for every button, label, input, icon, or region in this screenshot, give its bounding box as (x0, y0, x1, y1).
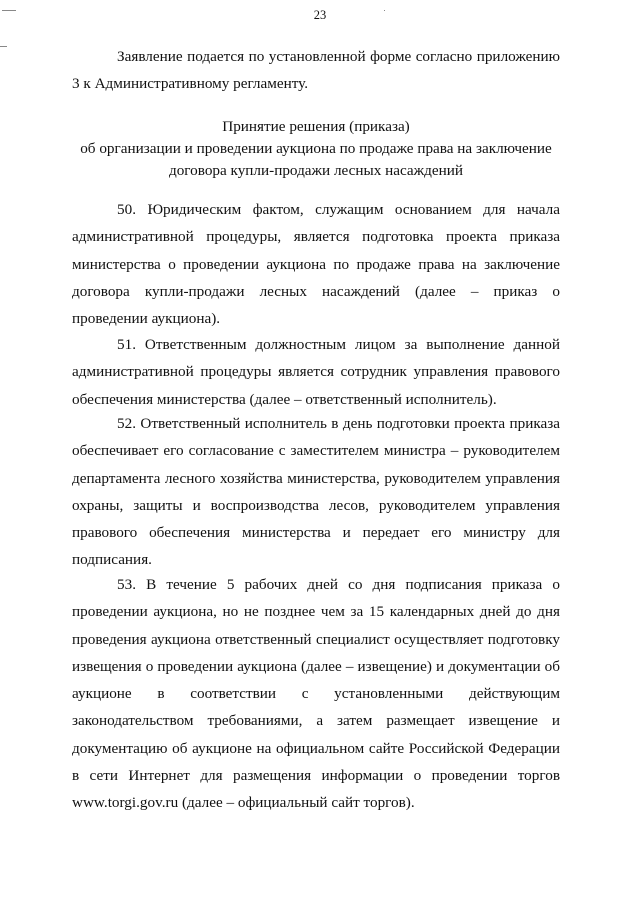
paragraph-52: 52. Ответственный исполнитель в день подготовки проекта приказа обеспечивает его согласование с заместителем министра – руководителем департамента лесного хозяйства министерства, руководителем управления охраны, защиты и воспроизводства лесов, руководителем управления правового обеспечения министерства и передает его министру для подписания. (72, 415, 560, 569)
heading-line-3: договора купли-продажи лесных насаждений (168, 162, 463, 179)
paragraph-50: 50. Юридическим фактом, служащим основанием для начала административной процедуры, является подготовка проекта приказа министерства о проведении аукциона по продаже права на заключение договора купли-продажи лесных насаждений (далее – приказ о проведении аукциона). (72, 201, 560, 328)
heading-line-1: Принятие решения (приказа) (222, 118, 410, 135)
paragraph-51: 51. Ответственным должностным лицом за выполнение данной административной процедуры является сотрудник управления правового обеспечения министерства (далее – ответственный исполнитель). (72, 336, 560, 408)
section-heading (72, 116, 560, 182)
intro-paragraph: Заявление подается по установленной форме согласно приложению 3 к Административному регламенту. (72, 48, 560, 93)
page-number: 23 (313, 8, 327, 22)
heading-line-2: об организации и проведении аукциона по продаже права на заключение (80, 140, 552, 157)
paragraph-53: 53. В течение 5 рабочих дней со дня подписания приказа о проведении аукциона, но не позднее чем за 15 календарных дней до дня проведения аукциона ответственный специалист осуществляет подготовку извещения о проведении аукциона (далее – извещение) и документации об аукционе в соответствии с установленными действующим законодательством требованиями, а затем размещает извещение и документацию об аукционе на официальном сайте Российской Федерации в сети Интернет для размещения информации о проведении торгов www.torgi.gov.ru (далее – официальный сайт торгов). (72, 576, 560, 812)
scan-mark (0, 46, 7, 47)
